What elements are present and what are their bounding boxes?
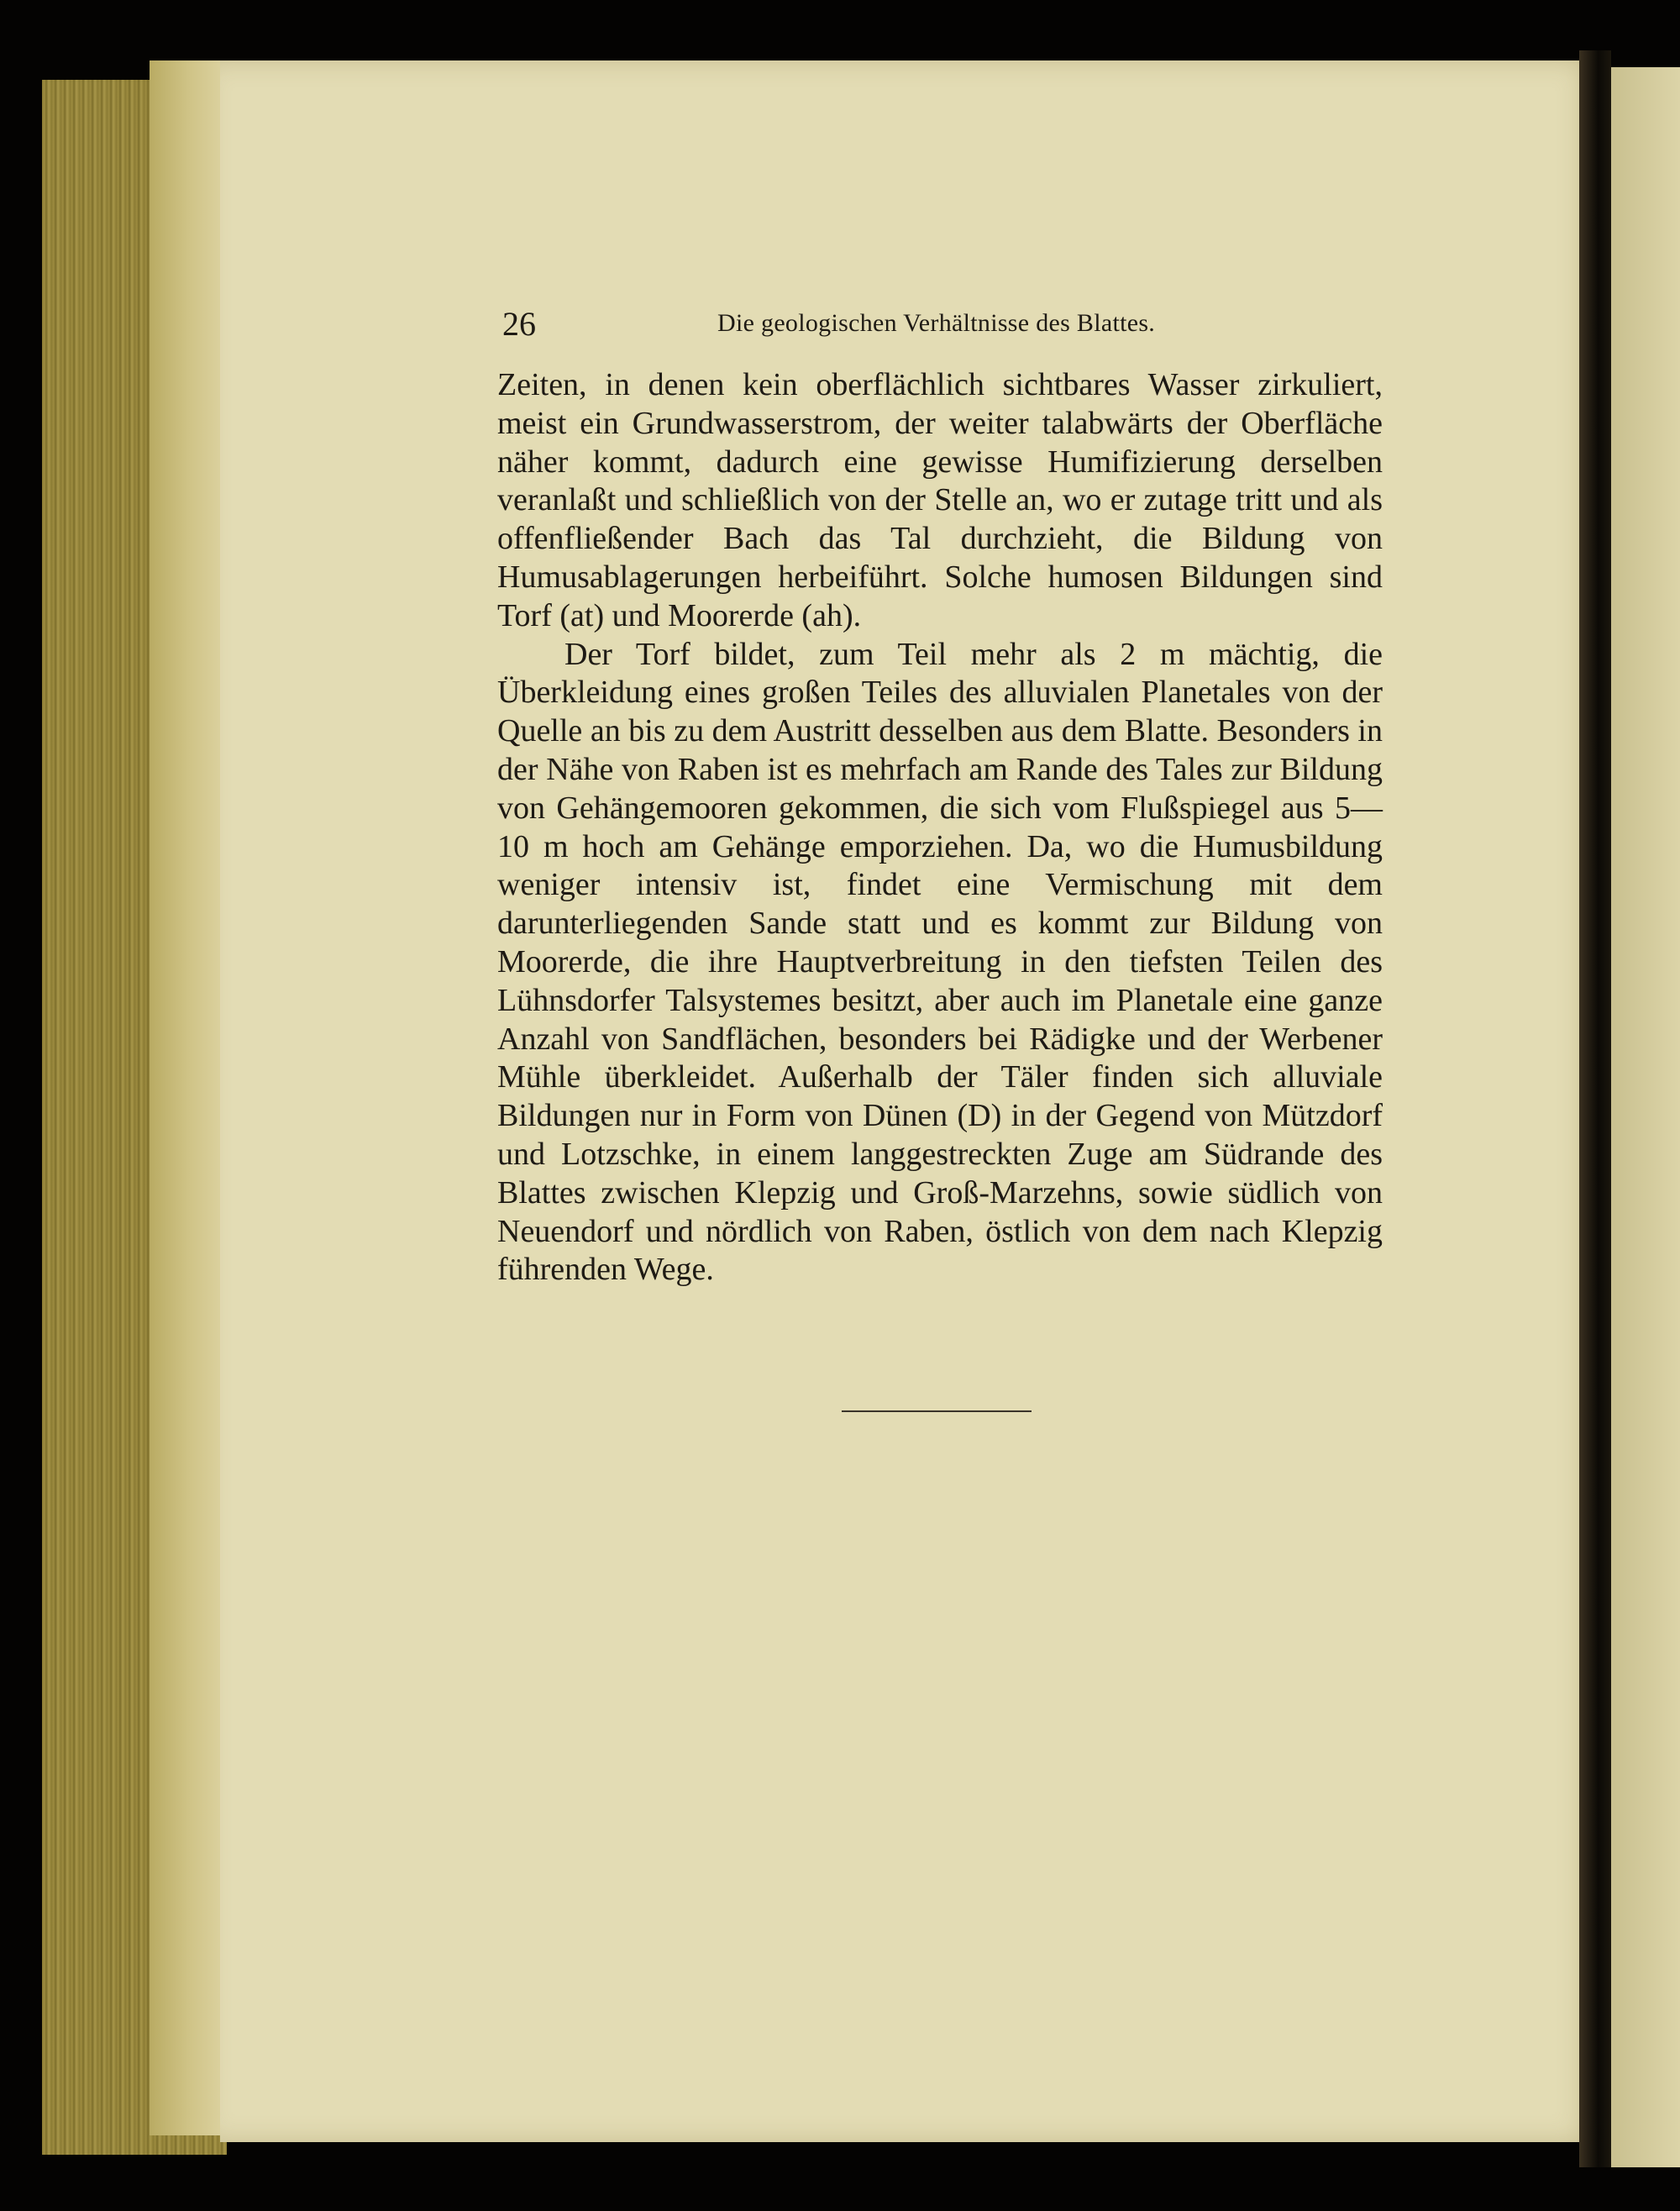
section-end-rule (842, 1410, 1032, 1412)
paragraph-1: Zeiten, in denen kein oberflächlich sichtbares Wasser zirkuliert, meist ein Grundwasserstrom, der weiter talabwärts der Oberfläche näher kommt, dadurch eine gewisse Humifizierung derselben veranlaßt und schließlich von der Stelle an, wo er zutage tritt und als offenfließender Bach das Tal durchzieht, die Bildung von Humusablagerungen herbeiführt. Solche humosen Bildungen sind Torf (at) und Moorerde (ah). (497, 367, 1383, 633)
page-header (502, 304, 1384, 348)
book-page-edges-inner (150, 60, 227, 2135)
page-number: 26 (502, 305, 536, 343)
book-gutter (1579, 50, 1611, 2167)
body-text (497, 366, 1383, 1289)
running-title: Die geologischen Verhältnisse des Blattes. (717, 309, 1156, 337)
paragraph-2: Der Torf bildet, zum Teil mehr als 2 m mächtig, die Überkleidung eines großen Teiles des alluvialen Planetales von der Quelle an bis zu dem Austritt desselben aus dem Blatte. Besonders in der Nähe von Raben ist es mehrfach am Rande des Tales zur Bildung von Gehängemooren gekommen, die sich vom Flußspiegel aus 5—10 m hoch am Gehänge emporziehen. Da, wo die Humusbildung weniger intensiv ist, findet eine Vermischung mit dem darunterliegenden Sande statt und es kommt zur Bildung von Moorerde, die ihre Hauptverbreitung in den tiefsten Teilen des Lühnsdorfer Talsystemes besitzt, aber auch im Planetale eine ganze Anzahl von Sandflächen, besonders bei Rädigke und der Werbener Mühle überkleidet. Außerhalb der Täler finden sich alluviale Bildungen nur in Form von Dünen (D) in der Gegend von Mützdorf und Lotzschke, in einem langgestreckten Zuge am Südrande des Blattes zwischen Klepzig und Groß-Marzehns, sowie südlich von Neuendorf und nördlich von Raben, östlich von dem nach Klepzig führenden Wege. (497, 636, 1383, 1288)
facing-page-sliver (1611, 67, 1680, 2167)
